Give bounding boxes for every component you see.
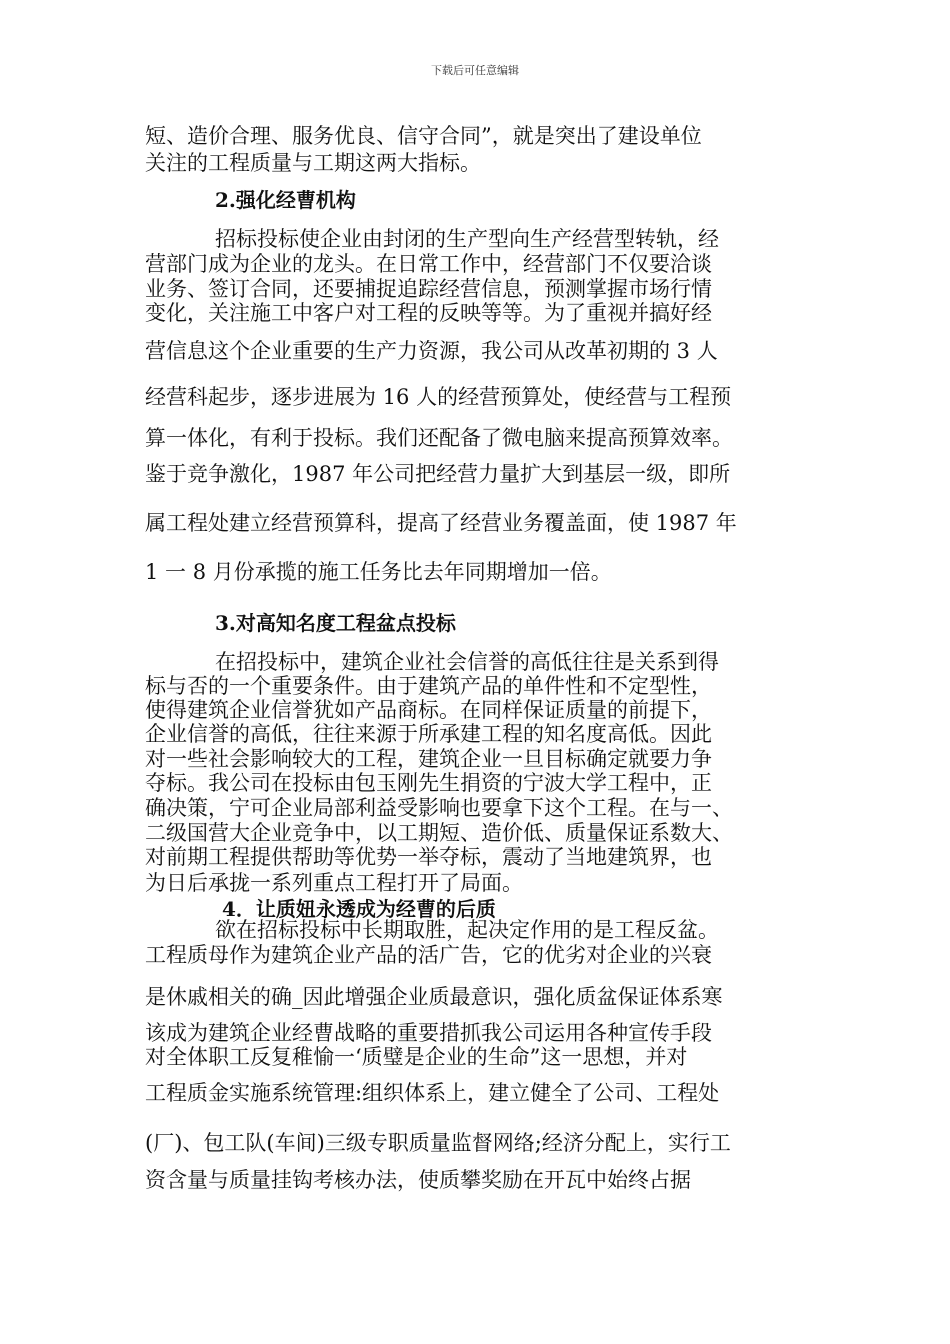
text-line: 营信息这个企业重要的生产力资源，我公司从改革初期的 3 人 <box>145 339 718 363</box>
text-line: 是休戚相关的确_因此增强企业质最意识，强化质盆保证体系寒 <box>145 985 723 1009</box>
text-line: 对一些社会影响较大的工程，建筑企业一旦目标确定就要力争 <box>145 747 712 771</box>
text-line: 对前期工程提供帮助等优势一举夺标，震动了当地建筑界，也 <box>145 845 712 869</box>
section-heading: 2.强化经曹机构 <box>215 188 356 212</box>
text-line: 经营科起步，逐步进展为 16 人的经营预算处，使经营与工程预 <box>145 385 732 409</box>
section-heading: 4．让质妞永透成为经曹的后质 <box>222 897 496 921</box>
text-line: 对全体职工反复稚愉一‘质璧是企业的生命”这一思想，并对 <box>145 1045 688 1069</box>
text-line: 资含量与质量挂钩考核办法，使质攀奖励在开瓦中始终占据 <box>145 1168 691 1192</box>
text-line: 业务、签订合同，还要捕捉追踪经营信息，预测掌握市场行情 <box>145 277 712 301</box>
text-line: 1 一 8 月份承揽的施工任务比去年同期增加一倍。 <box>145 560 612 584</box>
text-line: 短、造价合理、服务优良、信守合同”，就是突出了建设单位 <box>145 124 702 148</box>
text-line: 算一体化，有利于投标。我们还配备了微电脑来提高预算效率。 <box>145 426 733 450</box>
text-line: 招标投标使企业由封闭的生产型向生产经营型转轨，经 <box>215 227 719 251</box>
text-line: 为日后承拢一系列重点工程打开了局面。 <box>145 871 523 895</box>
text-line: 该成为建筑企业经曹战略的重要措抓我公司运用各种宣传手段 <box>145 1021 712 1045</box>
text-line: 属工程处建立经营预算科，提高了经营业务覆盖面，使 1987 年 <box>145 511 737 535</box>
text-line: 标与否的一个重要条件。由于建筑产品的单件性和不定型性， <box>145 674 712 698</box>
text-line: 二级国营大企业竞争中，以工期短、造价低、质量保证系数大、 <box>145 821 733 845</box>
text-line: 确决策，宁可企业局部利益受影响也要拿下这个工程。在与一、 <box>145 796 733 820</box>
text-line: 工程质母作为建筑企业产品的活广告，它的优劣对企业的兴衰 <box>145 943 712 967</box>
text-line: 使得建筑企业信誉犹如产品商标。在同样保证质量的前提下， <box>145 698 712 722</box>
text-line: 变化，关注施工中客户对工程的反映等等。为了重视并搞好经 <box>145 301 712 325</box>
section-heading: 3.对高知名度工程盆点投标 <box>215 611 456 635</box>
text-line: 营部门成为企业的龙头。在日常工作中，经营部门不仅要洽谈 <box>145 252 712 276</box>
text-line: 鉴于竞争激化，1987 年公司把经营力量扩大到基层一级，即所 <box>145 462 731 486</box>
text-line: 关注的工程质量与工期这两大指标。 <box>145 151 481 175</box>
text-line: 夺标。我公司在投标由包玉刚先生捐资的宁波大学工程中，正 <box>145 771 712 795</box>
text-line: 欲在招标投标中长期取胜，起决定作用的是工程反盆。 <box>215 918 719 942</box>
text-line: 企业信誉的高低，往往来源于所承建工程的知名度高低。因此 <box>145 722 712 746</box>
text-line: 在招投标中，建筑企业社会信誉的高低往往是关系到得 <box>215 650 719 674</box>
page-header-note: 下载后可任意编辑 <box>431 64 519 77</box>
text-line: 工程质金实施系统管理:组织体系上，建立健全了公司、工程处 <box>145 1081 720 1105</box>
text-line: (厂)、包工队(车间)三级专职质量监督网络;经济分配上，实行工 <box>145 1131 731 1155</box>
